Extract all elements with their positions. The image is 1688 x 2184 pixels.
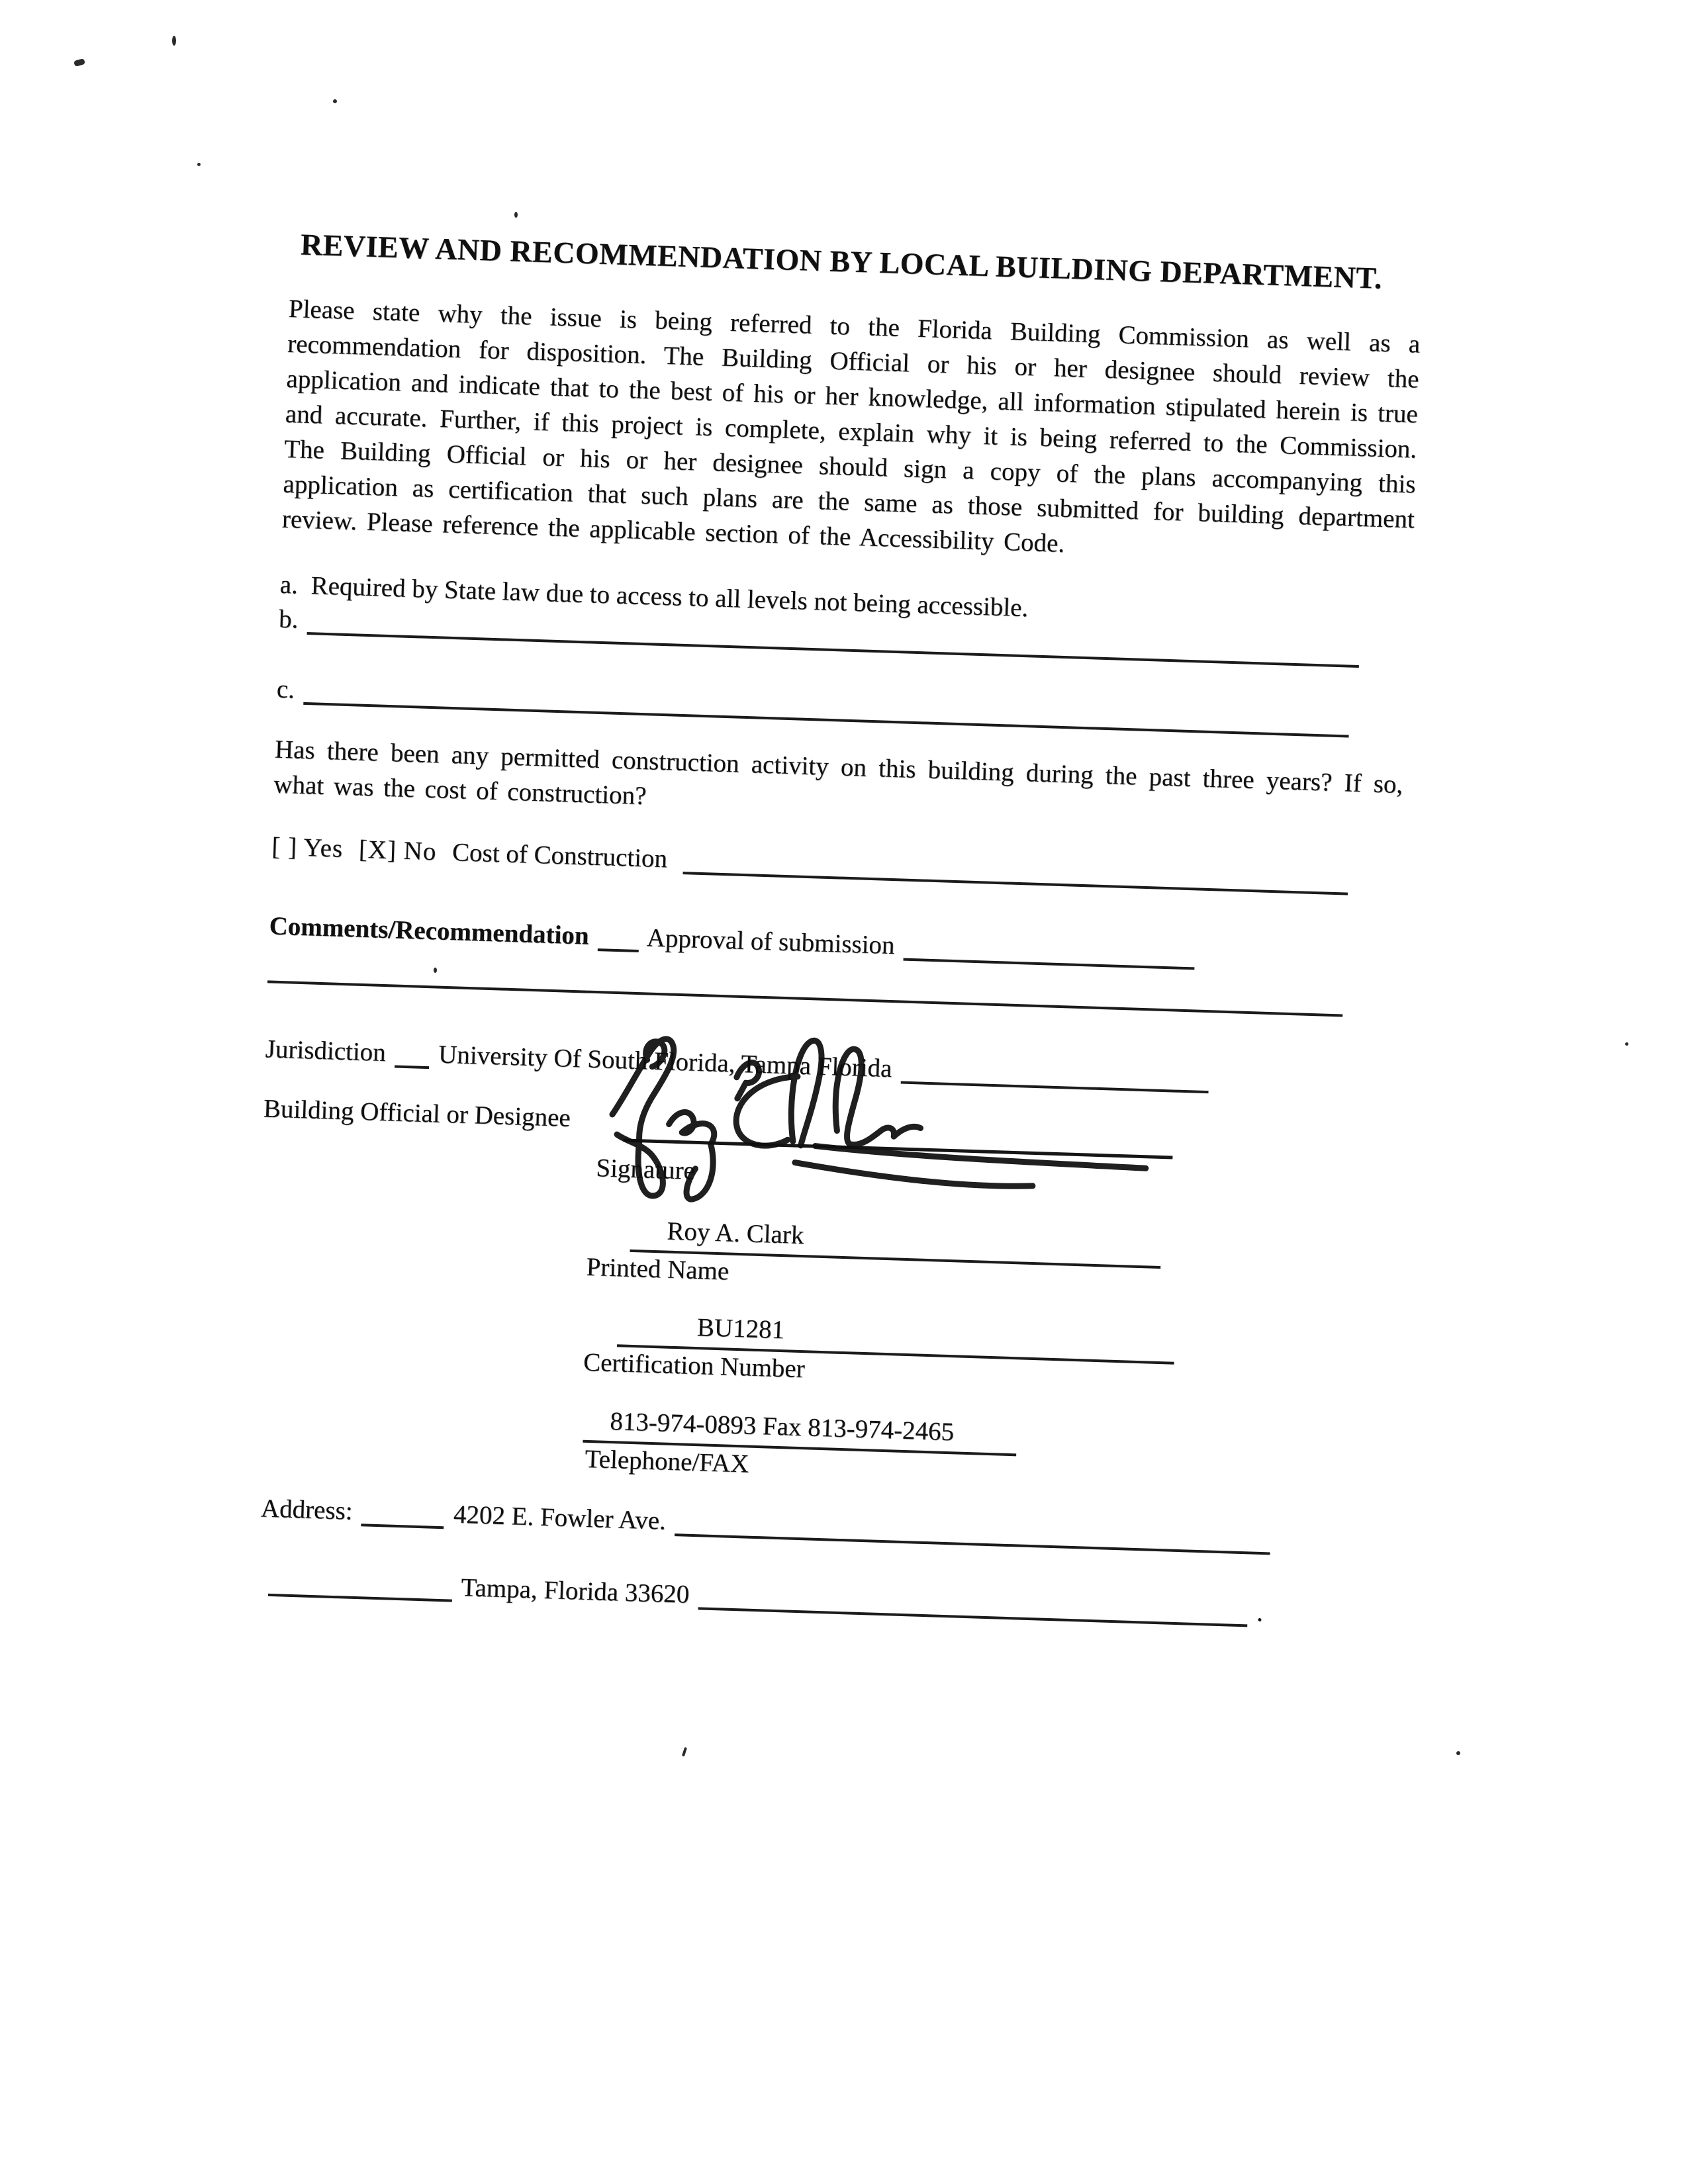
signature-line: [624, 1138, 1173, 1159]
phone-value: 813-974-0893 Fax 813-974-2465: [609, 1407, 955, 1447]
address-row-1: [260, 1493, 1274, 1557]
scan-speck: [73, 58, 85, 67]
scan-speck: [1625, 1042, 1628, 1046]
scan-speck: [333, 99, 337, 103]
cost-of-construction-row: [271, 831, 1351, 897]
jurisdiction-value: University Of South Florida, Tampa Florida: [438, 1040, 893, 1083]
item-b-label: b.: [278, 604, 299, 634]
address-label: Address:: [260, 1494, 353, 1525]
scan-speck: [197, 163, 201, 166]
certification-value: BU1281: [696, 1313, 785, 1345]
comments-label: Comments/Recommendation: [269, 911, 590, 950]
comments-tail-line: [904, 932, 1196, 970]
certification-caption: Certification Number: [583, 1347, 806, 1384]
jurisdiction-label: Jurisdiction: [265, 1034, 387, 1068]
item-c-blank-line: [303, 676, 1350, 738]
building-official-label: Building Official or Designee: [263, 1094, 571, 1132]
address-line1-value: 4202 E. Fowler Ave.: [453, 1500, 667, 1535]
page-title: REVIEW AND RECOMMENDATION BY LOCAL BUILDING DEPARTMENT.: [300, 227, 1383, 295]
address-trailing-period: .: [1256, 1598, 1264, 1627]
address-tail-line-2: [698, 1580, 1248, 1627]
comments-value: Approval of submission: [646, 923, 896, 960]
address-lead-line-1: [361, 1497, 445, 1529]
cost-blank-line: [682, 845, 1348, 895]
no-checkbox-checked: [X] No: [358, 835, 438, 866]
jurisdiction-lead-line: [395, 1039, 430, 1069]
jurisdiction-row: [265, 1033, 1212, 1095]
phone-caption: Telephone/FAX: [584, 1444, 750, 1479]
address-row-2: [268, 1566, 1264, 1629]
form-content: [244, 225, 1469, 1784]
scan-speck: [1456, 1751, 1460, 1755]
item-a-text: Required by State law due to access to all levels not being accessible.: [310, 571, 1029, 623]
comments-lead-line: [598, 922, 639, 952]
construction-question: Has there been any permitted construction activity on this building during the past three years? If so, what was the cost of construction?: [273, 735, 1403, 811]
jurisdiction-tail-line: [900, 1055, 1209, 1094]
intro-paragraph: Please state why the issue is being referred to the Florida Building Commission as well as a recommendation for disposition. The Building Official or his or her designee should review the application and indicate that to the best of his or her knowledge, all information stipulated herein is true and accurate. Further, if this project is complete, explain why it is being referred to the Commission. The Building Official or his or her designee should sign a copy of the plans accompanying this application as certification that such plans are the same as those submitted for building department review. Please reference the applicable section of the Accessibility Code.: [281, 294, 1421, 558]
item-c: [276, 674, 1352, 739]
address-lead-line-2: [268, 1567, 453, 1602]
cost-label: Cost of Construction: [451, 838, 668, 874]
building-official-row: [263, 1093, 571, 1134]
scan-speck: [172, 36, 176, 46]
yes-checkbox: [ ] Yes: [271, 832, 344, 863]
item-a-label: a.: [279, 570, 299, 600]
printed-name-caption: Printed Name: [586, 1252, 729, 1286]
address-tail-line-1: [675, 1507, 1271, 1555]
printed-name-value: Roy A. Clark: [666, 1216, 805, 1250]
address-line2-value: Tampa, Florida 33620: [460, 1573, 690, 1609]
item-c-label: c.: [276, 674, 295, 704]
signature-caption: Signature: [595, 1154, 696, 1185]
scan-speck: [514, 212, 518, 218]
